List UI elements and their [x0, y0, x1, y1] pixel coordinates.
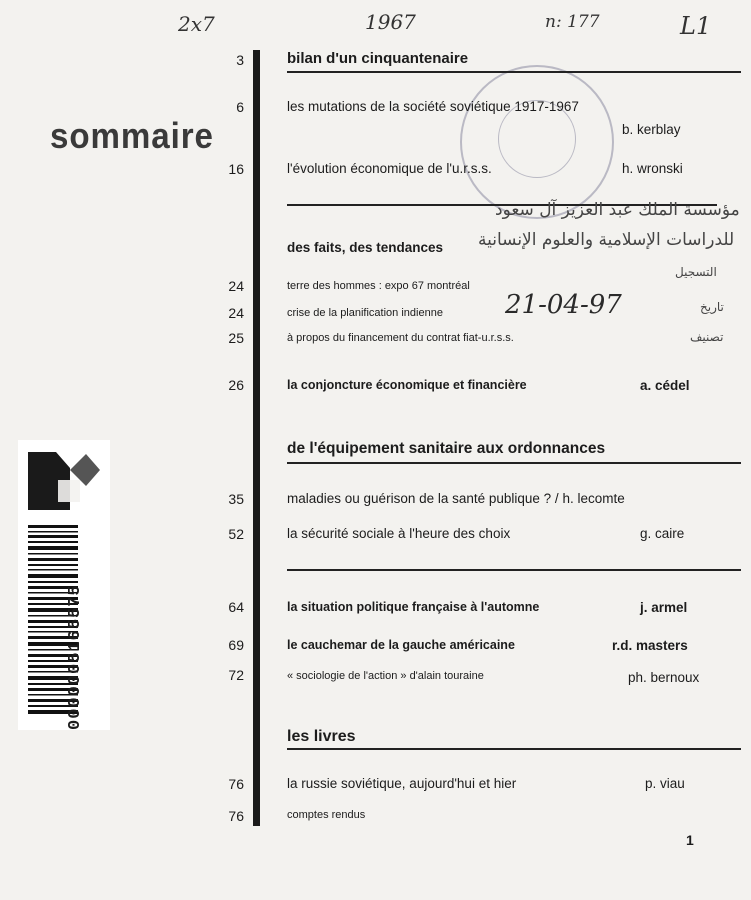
section-rule [287, 71, 741, 73]
page-number: 6 [236, 99, 244, 115]
handwritten-note: 2x7 [178, 12, 215, 36]
handwritten-number: n: 177 [545, 12, 600, 32]
toc-entry-author: a. cédel [640, 378, 690, 393]
section-rule [287, 462, 741, 464]
toc-entry-author: g. caire [640, 526, 685, 541]
page-number: 24 [228, 278, 244, 294]
page-number: 76 [228, 776, 244, 792]
toc-entry-author: j. armel [640, 600, 688, 615]
toc-entry-author: r.d. masters [612, 638, 688, 653]
folio: 1 [686, 832, 694, 848]
section-heading-livres: les livres [287, 728, 356, 745]
vertical-rule [253, 50, 260, 826]
stamp-text: مؤسسة الملك عبد العزيز آل سعود [495, 200, 740, 220]
page-title: sommaire [50, 115, 214, 156]
stamp-text: تاريخ [700, 300, 724, 314]
toc-entry-title: le cauchemar de la gauche américaine [287, 638, 515, 652]
stamp-text: للدراسات الإسلامية والعلوم الإنسانية [478, 230, 735, 250]
toc-entry-title: comptes rendus [287, 809, 366, 821]
section-heading-bilan: bilan d'un cinquantenaire [287, 50, 469, 67]
toc-entry-author: b. kerblay [622, 122, 681, 137]
toc-entry-title: la sécurité sociale à l'heure des choix [287, 526, 511, 541]
handwritten-year: 1967 [365, 10, 416, 34]
section-rule [287, 569, 741, 571]
toc-entry-title: les mutations de la société soviétique 1917-1967 [287, 99, 579, 114]
toc-entry-title: crise de la planification indienne [287, 307, 443, 319]
page-number: 16 [228, 161, 244, 177]
handwritten-date: 21-04-97 [505, 290, 622, 320]
toc-entry-title: à propos du financement du contrat fiat-u.r.s.s. [287, 332, 514, 344]
handwritten-label: L1 [680, 12, 712, 40]
section-heading-faits: des faits, des tendances [287, 240, 444, 255]
barcode-icon [18, 440, 110, 730]
section-rule [287, 748, 741, 750]
stamp-text: التسجيل [675, 265, 717, 279]
toc-entry-title: la russie soviétique, aujourd'hui et hier [287, 776, 517, 791]
toc-entry-title: terre des hommes : expo 67 montréal [287, 280, 470, 292]
page-number: 3 [236, 52, 244, 68]
barcode-number: 0000005165575 [66, 584, 85, 730]
toc-entry-author: ph. bernoux [628, 670, 700, 685]
stamp-text: تصنيف [690, 330, 724, 344]
page-number: 35 [228, 491, 244, 507]
page-number: 24 [228, 305, 244, 321]
page-number: 25 [228, 330, 244, 346]
toc-entry-title: la conjoncture économique et financière [287, 378, 527, 392]
page-number: 52 [228, 526, 244, 542]
toc-entry-author: h. wronski [622, 161, 683, 176]
page-number: 64 [228, 599, 244, 615]
page-number: 72 [228, 667, 244, 683]
page-number: 26 [228, 377, 244, 393]
toc-entry-author: p. viau [645, 776, 685, 791]
toc-entry-title: maladies ou guérison de la santé publique ? / h. lecomte [287, 491, 625, 506]
barcode-sticker [18, 440, 110, 730]
toc-entry-title: la situation politique française à l'automne [287, 600, 540, 614]
page-number: 76 [228, 808, 244, 824]
toc-entry-title: l'évolution économique de l'u.r.s.s. [287, 161, 492, 176]
toc-entry-title: « sociologie de l'action » d'alain touraine [287, 670, 484, 682]
page-number: 69 [228, 637, 244, 653]
section-heading-sanitaire: de l'équipement sanitaire aux ordonnances [287, 440, 606, 457]
